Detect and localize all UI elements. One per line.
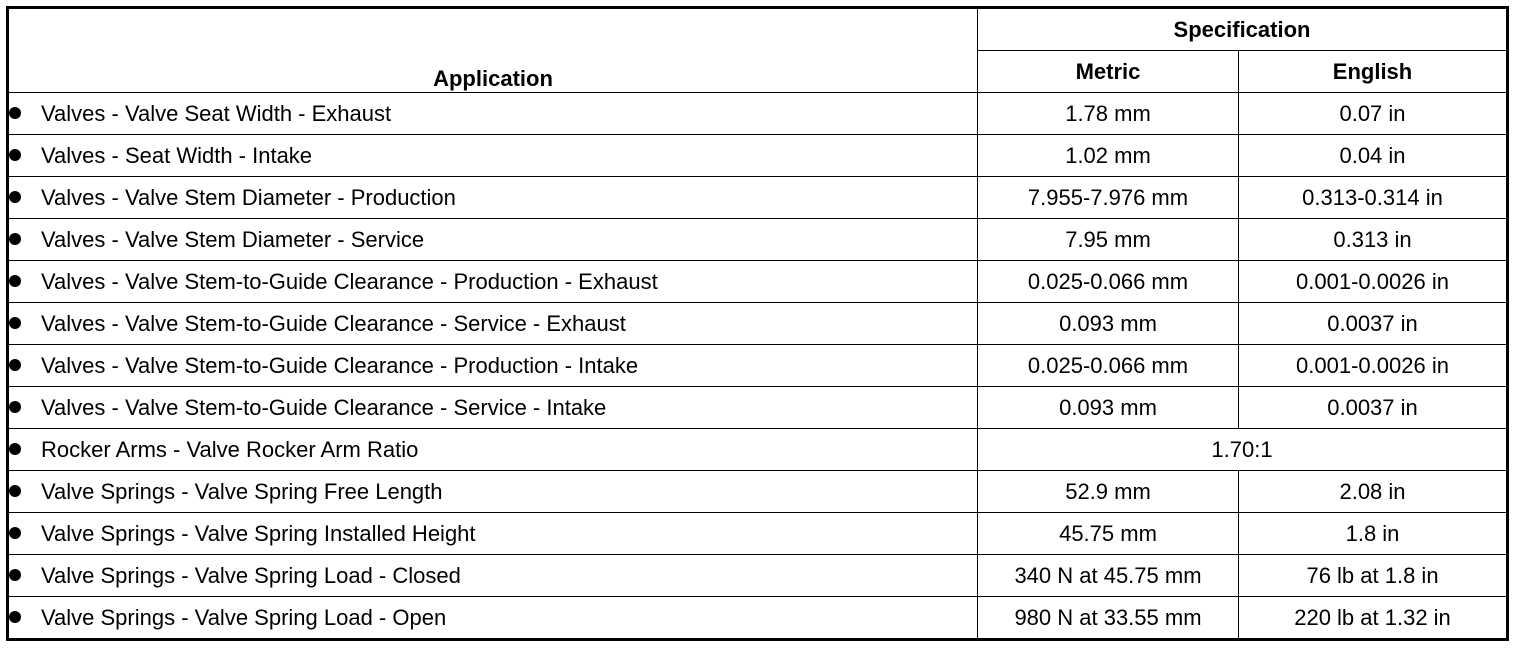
- application-text: Valves - Valve Seat Width - Exhaust: [41, 100, 392, 126]
- english-cell: 0.0037 in: [1239, 303, 1508, 345]
- bullet-icon: [9, 401, 21, 413]
- table-row: [8, 513, 1508, 555]
- application-cell: [8, 261, 978, 303]
- application-text: Valves - Seat Width - Intake: [41, 142, 313, 168]
- metric-cell: 7.955-7.976 mm: [978, 177, 1239, 219]
- table-row: [8, 471, 1508, 513]
- english-cell: 0.0037 in: [1239, 387, 1508, 429]
- metric-cell: 980 N at 33.55 mm: [978, 597, 1239, 640]
- bullet-icon: [9, 527, 21, 539]
- bullet-icon: [9, 443, 21, 455]
- application-text: Valve Springs - Valve Spring Free Length: [41, 478, 443, 504]
- bullet-icon: [9, 485, 21, 497]
- application-cell: [8, 135, 978, 177]
- application-cell: [8, 471, 978, 513]
- application-text: Valve Springs - Valve Spring Load - Closed: [41, 562, 461, 588]
- application-text: Valves - Valve Stem-to-Guide Clearance - Service - Exhaust: [41, 310, 626, 336]
- table-row: [8, 429, 1508, 471]
- application-text: Valves - Valve Stem-to-Guide Clearance - Production - Intake: [41, 352, 639, 378]
- combined-spec-cell: 1.70:1: [978, 429, 1508, 471]
- specification-table: [6, 6, 1509, 641]
- application-text: Valve Springs - Valve Spring Load - Open: [41, 604, 447, 630]
- application-text: Valves - Valve Stem Diameter - Production: [41, 184, 456, 210]
- application-cell: [8, 513, 978, 555]
- english-header: English: [1239, 51, 1508, 93]
- bullet-icon: [9, 107, 21, 119]
- table-row: [8, 303, 1508, 345]
- metric-cell: 0.093 mm: [978, 387, 1239, 429]
- application-text: Valves - Valve Stem-to-Guide Clearance - Service - Intake: [41, 394, 607, 420]
- metric-cell: 340 N at 45.75 mm: [978, 555, 1239, 597]
- bullet-icon: [9, 359, 21, 371]
- application-text: Valve Springs - Valve Spring Installed Height: [41, 520, 476, 546]
- english-cell: 0.313-0.314 in: [1239, 177, 1508, 219]
- application-cell: [8, 345, 978, 387]
- application-header: Application: [8, 8, 978, 93]
- table-row: [8, 387, 1508, 429]
- application-cell: [8, 177, 978, 219]
- bullet-icon: [9, 611, 21, 623]
- bullet-icon: [9, 191, 21, 203]
- english-cell: 1.8 in: [1239, 513, 1508, 555]
- bullet-icon: [9, 317, 21, 329]
- table-row: [8, 135, 1508, 177]
- metric-cell: 1.78 mm: [978, 93, 1239, 135]
- bullet-icon: [9, 275, 21, 287]
- metric-cell: 52.9 mm: [978, 471, 1239, 513]
- bullet-icon: [9, 233, 21, 245]
- application-cell: [8, 219, 978, 261]
- application-cell: [8, 597, 978, 640]
- table-row: [8, 261, 1508, 303]
- application-cell: [8, 555, 978, 597]
- metric-cell: 45.75 mm: [978, 513, 1239, 555]
- metric-cell: 7.95 mm: [978, 219, 1239, 261]
- application-text: Valves - Valve Stem-to-Guide Clearance - Production - Exhaust: [41, 268, 658, 294]
- english-cell: 76 lb at 1.8 in: [1239, 555, 1508, 597]
- application-text: Valves - Valve Stem Diameter - Service: [41, 226, 425, 252]
- application-text: Rocker Arms - Valve Rocker Arm Ratio: [41, 436, 419, 462]
- metric-cell: 1.02 mm: [978, 135, 1239, 177]
- english-cell: 0.04 in: [1239, 135, 1508, 177]
- metric-cell: 0.025-0.066 mm: [978, 345, 1239, 387]
- english-cell: 0.001-0.0026 in: [1239, 261, 1508, 303]
- english-cell: 0.313 in: [1239, 219, 1508, 261]
- english-cell: 0.07 in: [1239, 93, 1508, 135]
- table-row: [8, 555, 1508, 597]
- application-cell: [8, 303, 978, 345]
- table-row: [8, 219, 1508, 261]
- table-body: [8, 93, 1508, 640]
- table-row: [8, 177, 1508, 219]
- english-cell: 0.001-0.0026 in: [1239, 345, 1508, 387]
- metric-cell: 0.025-0.066 mm: [978, 261, 1239, 303]
- application-cell: [8, 93, 978, 135]
- table-row: [8, 597, 1508, 640]
- metric-header: Metric: [978, 51, 1239, 93]
- english-cell: 2.08 in: [1239, 471, 1508, 513]
- application-cell: [8, 429, 978, 471]
- application-cell: [8, 387, 978, 429]
- bullet-icon: [9, 149, 21, 161]
- table-row: [8, 93, 1508, 135]
- bullet-icon: [9, 569, 21, 581]
- english-cell: 220 lb at 1.32 in: [1239, 597, 1508, 640]
- specification-header: Specification: [978, 8, 1508, 51]
- table-row: [8, 345, 1508, 387]
- metric-cell: 0.093 mm: [978, 303, 1239, 345]
